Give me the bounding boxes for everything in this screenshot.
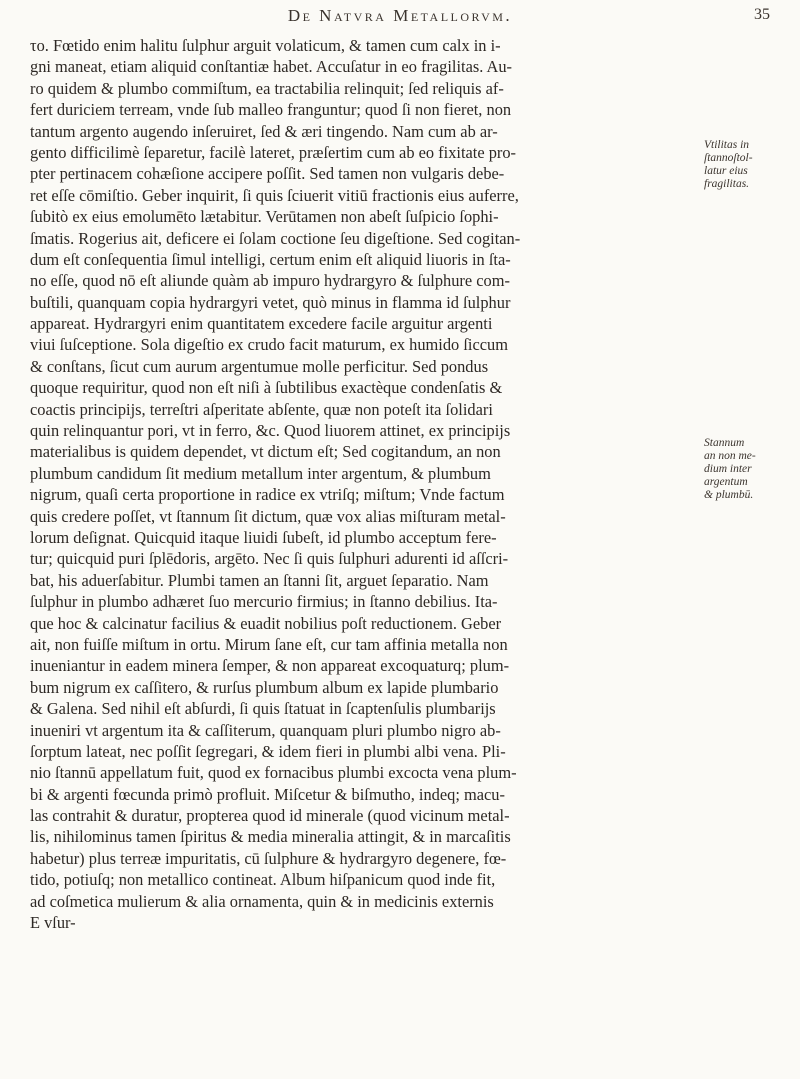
text-line: inueniri vt argentum ita & caſſiterum, quanquam pluri plumbo nigro ab- bbox=[30, 720, 501, 740]
text-line: inueniantur in eadem minera ſemper, & non appareat excoquaturq; plum- bbox=[30, 656, 510, 676]
text-line: no eſſe, quod nō eſt aliunde quàm ab impuro hydrargyro & ſulphure com- bbox=[30, 271, 510, 291]
text-line: quis credere poſſet, vt ſtannum ſit dictum, quæ vox alias miſturam metal- bbox=[30, 506, 506, 526]
running-head bbox=[0, 0, 800, 30]
text-line: buſtili, quanquam copia hydrargyri vetet, quò minus in flamma id ſulphur bbox=[30, 292, 511, 312]
text-line: ro quidem & plumbo commiſtum, ea tractabilia relinquit; ſed reliquis af- bbox=[30, 78, 504, 98]
text-line: bat, his aduerſabitur. Plumbi tamen an ſtanni ſit, arguet ſeparatio. Nam bbox=[30, 570, 489, 590]
margin-note-line: Vtilitas in bbox=[704, 139, 750, 151]
margin-note-line: latur eius bbox=[704, 165, 748, 177]
text-line: viui ſuſceptione. Sola digeſtio ex crudo facit maturum, ex humido ſiccum bbox=[30, 335, 508, 355]
catchword-line bbox=[30, 933, 740, 954]
text-line: plumbum candidum ſit medium metallum inter argentum, & plumbum bbox=[30, 463, 491, 483]
text-line: appareat. Hydrargyri enim quantitatem excedere facile arguitur argenti bbox=[30, 314, 493, 334]
text-line: quoque requiritur, quod non eſt niſi à ſubtilibus exactèque condenſatis & bbox=[30, 378, 503, 398]
text-line: ſorptum lateat, nec poſſit ſegregari, & idem fieri in plumbi albi vena. Pli- bbox=[30, 741, 506, 761]
margin-note-line: dium inter bbox=[704, 463, 752, 475]
text-line: τo. Fœtido enim halitu ſulphur arguit volaticum, & tamen cum calx in i- bbox=[30, 36, 501, 55]
text-line: ret eſſe cōmiſtio. Geber inquirit, ſi quis ſciuerit vitiū fractionis eius auferre, bbox=[30, 185, 519, 205]
text-line: gento difficilimè ſeparetur, facilè lateret, præſertim cum ab eo fixitate pro- bbox=[30, 142, 517, 162]
text-line: bum nigrum ex caſſitero, & rurſus plumbum album ex lapide plumbario bbox=[30, 677, 499, 697]
text-line: coactis principijs, terreſtri aſperitate abſente, quæ non poteſt ita ſolidari bbox=[30, 399, 493, 419]
text-line: ad coſmetica mulierum & alia ornamenta, quin & in medicinis externis bbox=[30, 891, 494, 911]
margin-note-line: Stannum bbox=[704, 437, 745, 449]
text-line: fert duriciem terream, vnde ſub malleo franguntur; quod ſi non fieret, non bbox=[30, 100, 512, 120]
text-line: ſmatis. Rogerius ait, deficere ei ſolam coctione ſeu digeſtione. Sed cogitan- bbox=[30, 228, 521, 248]
text-line: que hoc & calcinatur facilius & euadit nobilius poſt reductionem. Geber bbox=[30, 613, 502, 633]
body-text bbox=[30, 35, 740, 955]
text-line: quin relinquantur pori, vt in ferro, &c. Quod liuorem attinet, ex principijs bbox=[30, 421, 511, 441]
page-header-title: De Natvra Metallorvm. bbox=[287, 6, 513, 25]
text-line: & conſtans, ſicut cum aurum argentumue molle perficitur. Sed pondus bbox=[30, 356, 489, 376]
text-line: nigrum, quaſi certa proportione in radice ex vtriſq; miſtum; Vnde factum bbox=[30, 485, 505, 505]
text-line: pter pertinacem cohæſione accipere poſſit. Sed tamen non vulgaris debe- bbox=[30, 164, 505, 184]
text-line: ſubitò ex eius emolumēto lætabitur. Verūtamen non abeſt ſuſpicio ſophi- bbox=[30, 207, 499, 227]
text-line: ſulphur in plumbo adhæret ſuo mercurio firmius; in ſtanno debilius. Ita- bbox=[30, 592, 498, 612]
margin-note-line: ſtannoſtol- bbox=[704, 152, 753, 164]
margin-note-line: an non me- bbox=[704, 450, 756, 462]
margin-note-line: & plumbū. bbox=[704, 489, 754, 501]
text-line: tido, potiuſq; non metallico contineat. Album hiſpanicum quod inde fit, bbox=[30, 870, 496, 890]
text-line: nio ſtannū appellatum fuit, quod ex fornacibus plumbi excocta vena plum- bbox=[30, 763, 517, 783]
text-line: E vſur- bbox=[30, 913, 76, 933]
text-line: materialibus is quidem dependet, vt dictum eſt; Sed cogitandum, an non bbox=[30, 442, 501, 462]
text-line: & Galena. Sed nihil eſt abſurdi, ſi quis ſtatuat in ſcaptenſulis plumbarijs bbox=[30, 699, 496, 719]
margin-note-stannum bbox=[704, 437, 756, 502]
text-line: lorum deſignat. Quicquid itaque liuidi ſubeſt, id plumbo acceptum fere- bbox=[30, 527, 497, 547]
text-line: bi & argenti fœcunda primò profluit. Miſcetur & biſmutho, indeq; macu- bbox=[30, 784, 505, 804]
margin-note-line: fragilitas. bbox=[704, 178, 750, 190]
text-line: habetur) plus terreæ impuritatis, cū ſulphure & hydrargyro degenere, fœ- bbox=[30, 848, 507, 868]
text-line: tur; quicquid puri ſplēdoris, argēto. Nec ſi quis ſulphuri adurenti id aſſcri- bbox=[30, 549, 509, 569]
text-line: gni maneat, etiam aliquid conſtantiæ habet. Accuſatur in eo fragilitas. Au- bbox=[30, 57, 513, 77]
text-line: las contrahit & duratur, propterea quod id minerale (quod vicinum metal- bbox=[30, 806, 510, 826]
page-number: 35 bbox=[754, 6, 770, 23]
text-line: lis, nihilominus tamen ſpiritus & media mineralia attingit, & in marcaſitis bbox=[30, 827, 511, 847]
margin-note-line: argentum bbox=[704, 476, 748, 488]
text-line: dum eſt conſequentia ſimul intelligi, certum enim eſt aliquid liuoris in ſta- bbox=[30, 249, 511, 269]
text-line: tantum argento augendo inſeruiret, ſed & æri tingendo. Nam cum ab ar- bbox=[30, 121, 498, 141]
margin-note-tin-fragility bbox=[704, 139, 753, 191]
text-line: ait, non fuiſſe miſtum in ortu. Mirum ſane eſt, cur tam affinia metalla non bbox=[30, 634, 508, 654]
